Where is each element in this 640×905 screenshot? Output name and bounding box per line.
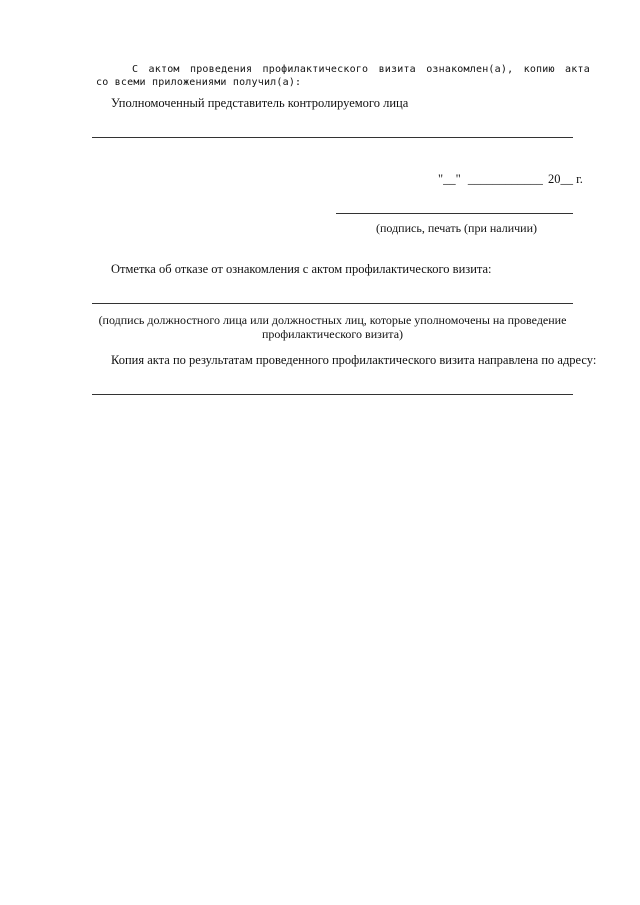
ack-word: визита	[378, 64, 416, 75]
ack-word: ознакомлен(а),	[426, 64, 514, 75]
address-line	[92, 394, 573, 395]
ack-word: С	[132, 64, 139, 75]
signature-stamp-line	[336, 213, 573, 214]
acknowledgement-line-2: со всеми приложениями получил(а):	[96, 77, 302, 88]
ack-word: акта	[565, 64, 590, 75]
ack-word: актом	[148, 64, 180, 75]
date-year: 20__ г.	[547, 172, 583, 186]
representative-label: Уполномоченный представитель контролируемого лица	[111, 96, 409, 110]
date-month-blank: ____________	[467, 172, 543, 186]
refusal-label: Отметка об отказе от ознакомления с актом профилактического визита:	[111, 262, 492, 276]
signature-caption: (подпись, печать (при наличии)	[376, 221, 538, 235]
official-signature-caption-1: (подпись должностного лица или должностных лиц, которые уполномочены на проведение	[98, 313, 567, 327]
official-signature-caption-2: профилактического визита)	[261, 327, 404, 341]
acknowledgement-line-1	[96, 64, 590, 75]
copy-sent-label: Копия акта по результатам проведенного профилактического визита направлена по адресу:	[111, 353, 597, 367]
ack-word: копию	[523, 64, 555, 75]
ack-word: проведения	[189, 64, 253, 75]
ack-word: профилактического	[262, 64, 369, 75]
representative-signature-line	[92, 137, 573, 138]
date-line	[438, 172, 583, 187]
date-day: "__"	[438, 172, 461, 186]
refusal-signature-line	[92, 303, 573, 304]
